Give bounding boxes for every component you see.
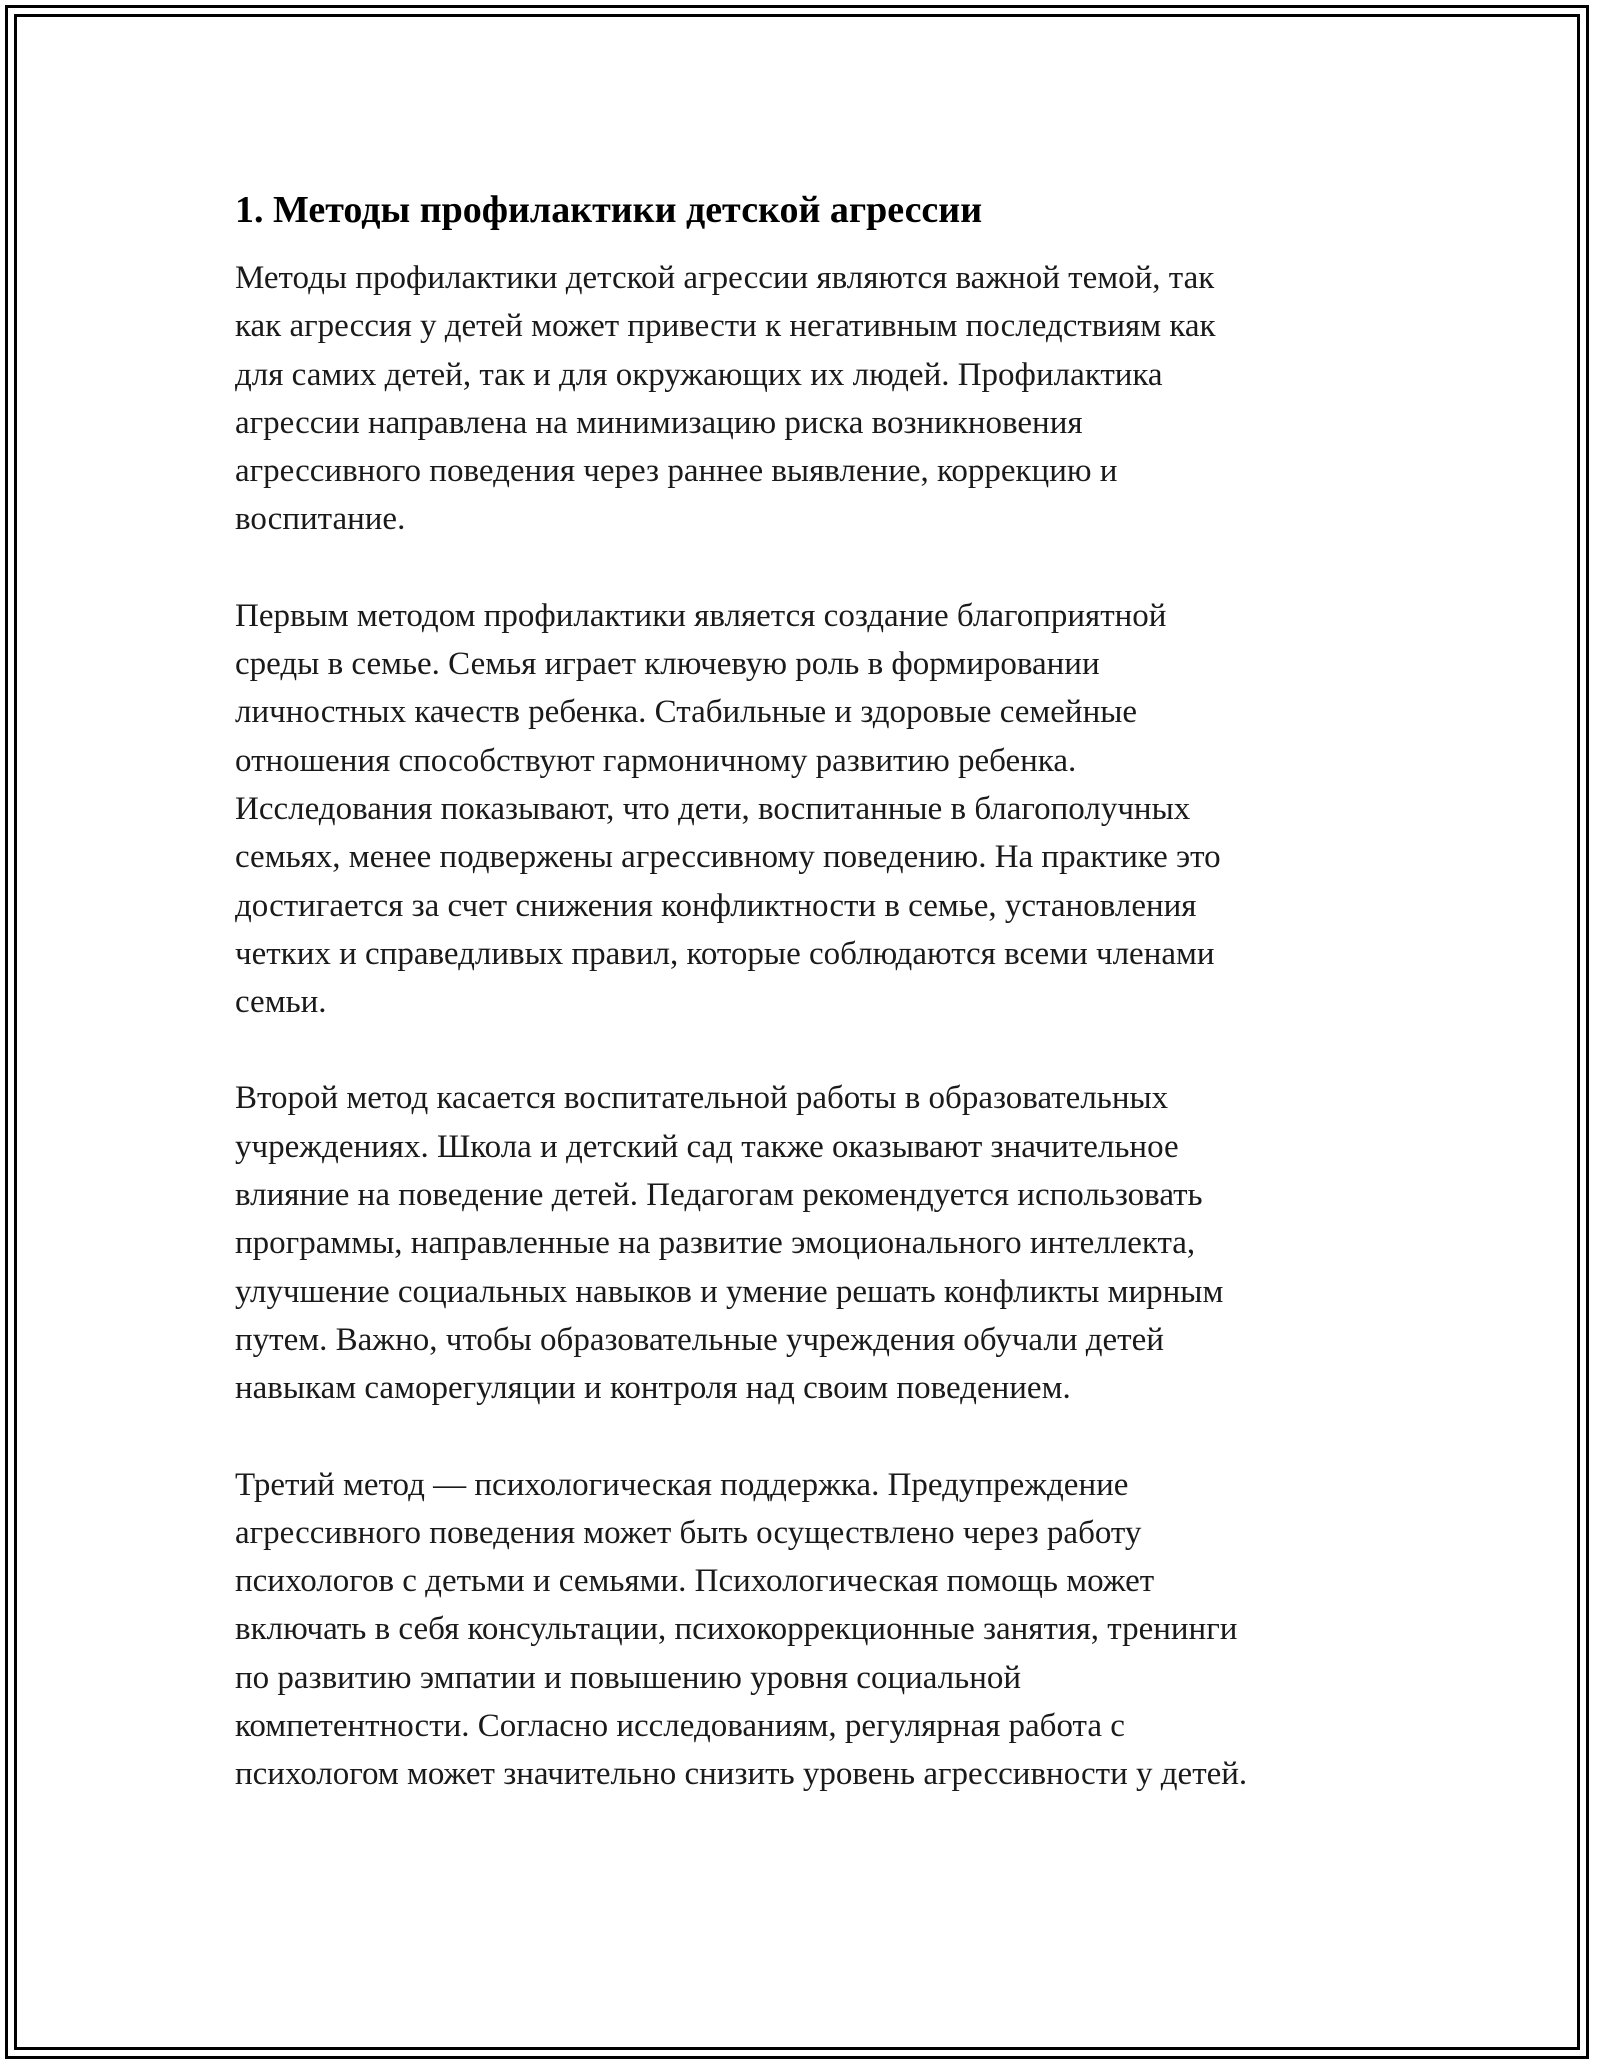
text-line: агрессивного поведения может быть осуществлено через работу (235, 1514, 1142, 1551)
text-line: улучшение социальных навыков и умение решать конфликты мирным (235, 1273, 1224, 1310)
text-line: навыкам саморегуляции и контроля над своим поведением. (235, 1370, 1071, 1407)
text-line: среды в семье. Семья играет ключевую роль в формировании (235, 646, 1100, 683)
text-line: отношения способствуют гармоничному развитию ребенка. (235, 742, 1077, 779)
text-line: для самих детей, так и для окружающих их людей. Профилактика (235, 356, 1163, 393)
text-line: семьи. (235, 984, 327, 1021)
paragraph-family-method (235, 592, 1375, 1027)
text-line: путем. Важно, чтобы образовательные учреждения обучали детей (235, 1321, 1164, 1358)
text-line: воспитание. (235, 501, 406, 538)
text-line: учреждениях. Школа и детский сад также оказывают значительное (235, 1128, 1179, 1165)
section-heading: 1. Методы профилактики детской агрессии (235, 189, 983, 231)
text-line: психологом может значительно снизить уровень агрессивности у детей. (235, 1756, 1248, 1793)
text-line: по развитию эмпатии и повышению уровня социальной (235, 1659, 1022, 1696)
paragraph-intro (235, 254, 1375, 544)
text-line: Второй метод касается воспитательной работы в образовательных (235, 1080, 1169, 1117)
text-line: как агрессия у детей может привести к негативным последствиям как (235, 308, 1216, 345)
paragraph-psychology-method (235, 1461, 1375, 1799)
text-line: Методы профилактики детской агрессии являются важной темой, так (235, 260, 1215, 296)
text-line: личностных качеств ребенка. Стабильные и здоровые семейные (235, 694, 1138, 731)
text-line: программы, направленные на развитие эмоционального интеллекта, (235, 1225, 1196, 1262)
text-line: агрессивного поведения через раннее выявление, коррекцию и (235, 453, 1118, 490)
text-line: влияние на поведение детей. Педагогам рекомендуется использовать (235, 1177, 1203, 1214)
text-line: четких и справедливых правил, которые соблюдаются всеми членами (235, 935, 1215, 972)
text-line: агрессии направлена на минимизацию риска возникновения (235, 404, 1083, 441)
text-line: компетентности. Согласно исследованиям, регулярная работа с (235, 1708, 1125, 1745)
text-line: достигается за счет снижения конфликтности в семье, установления (235, 887, 1197, 924)
text-line: включать в себя консультации, психокоррекционные занятия, тренинги (235, 1611, 1238, 1648)
text-line: семьях, менее подвержены агрессивному поведению. На практике это (235, 839, 1221, 876)
text-line: Первым методом профилактики является создание благоприятной (235, 597, 1167, 634)
document-body (235, 186, 1375, 1847)
text-line: Исследования показывают, что дети, воспитанные в благополучных (235, 790, 1191, 827)
text-line: психологов с детьми и семьями. Психологическая помощь может (235, 1563, 1155, 1600)
paragraph-education-method (235, 1074, 1375, 1412)
text-line: Третий метод — психологическая поддержка. Предупреждение (235, 1466, 1129, 1503)
